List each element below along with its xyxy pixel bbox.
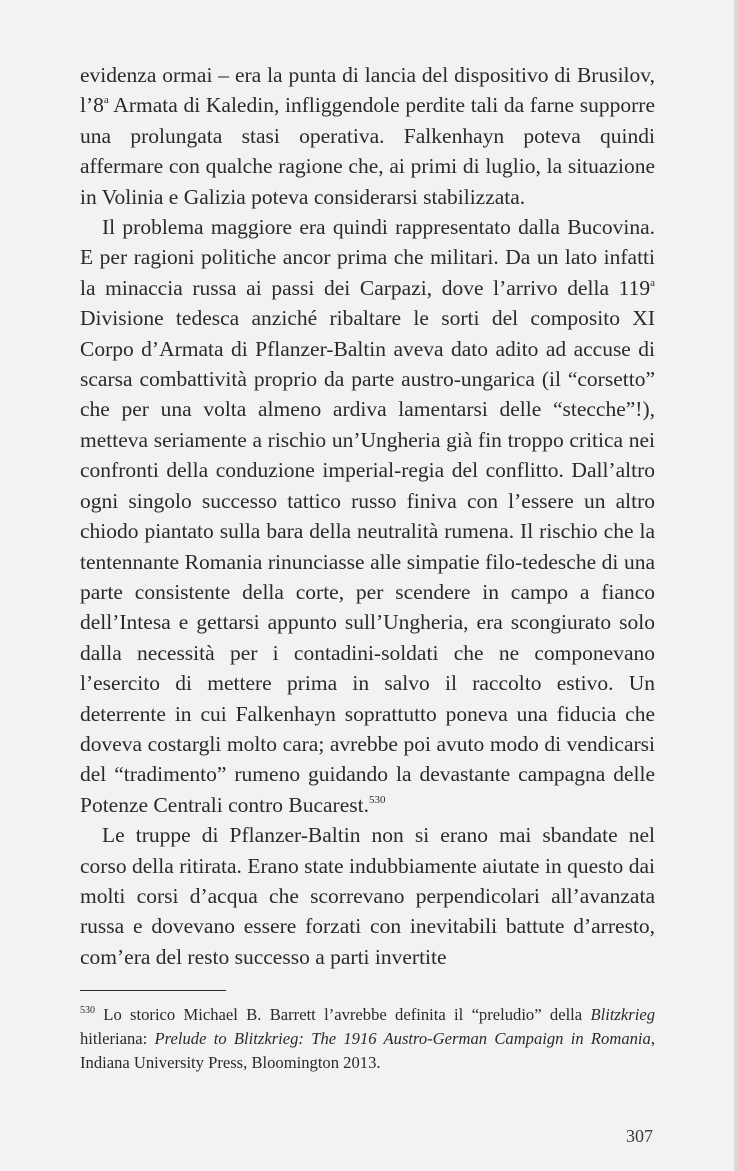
paragraph-2-text-a: Il problema maggiore era quindi rappresentato dalla Bucovina. E per ragioni politiche ancor prima che militari. Da un lato infatti la minaccia russa ai passi dei Carpazi, dove l’arrivo della 119 (80, 215, 655, 300)
ordinal-superscript: a (103, 94, 109, 107)
paragraph-2-text-b: Divisione tedesca anziché ribaltare le sorti del composito XI Corpo d’Armata di Pflanzer-Baltin aveva dato adito ad accuse di scarsa combattività proprio da parte austro-ungarica (il “corsetto” che per una volta almeno ardiva lamentarsi delle “stecche”!), metteva seriamente a rischio un’Ungheria già fin troppo critica nei confronti della conduzione imperial-regia del conflitto. Dall’altro ogni singolo successo tattico russo finiva con l’essere un altro chiodo piantato sulla bara della neutralità rumena. Il rischio che la tentennante Romania rinunciasse alle simpatie filo-tedesche di una parte consistente della corte, per scendere in campo a fianco dell’Intesa e gettarsi appunto sull’Ungheria, era scongiurato solo dalla necessità per i contadini-soldati che ne componevano l’esercito di mettere prima in salvo il raccolto estivo. Un deterrente in cui Falkenhayn soprattutto poneva una fiducia che doveva costargli molto cara; avrebbe poi avuto modo di vendicarsi del “tradimento” rumeno guidando la devastante campagna delle Potenze Centrali contro Bucarest. (80, 306, 655, 817)
footnote-italic-term: Blitzkrieg (590, 1005, 655, 1025)
paragraph-1 (80, 60, 655, 212)
page-number: 307 (626, 1126, 653, 1146)
paragraph-3 (80, 820, 655, 972)
paragraph-3-text: Le truppe di Pflanzer-Baltin non si erano mai sbandate nel corso della ritirata. Erano state indubbiamente aiutate in questo dai molti corsi d’acqua che scorrevano perpendicolari all’avanzata russa e dovevano essere forzati con inevitabili battute d’arresto, com’era del resto successo a parti invertite (80, 823, 655, 969)
footnote-text-c: , Indiana University Press, Bloomington 2013. (80, 1029, 655, 1073)
footnote (80, 1003, 655, 1075)
book-page (80, 60, 655, 1075)
footnote-reference[interactable]: 530 (368, 793, 386, 806)
paragraph-1-text-a: evidenza ormai – era la punta di lancia del dispositivo di Brusilov, l’8 (80, 63, 655, 118)
footnote-text-b: hitleriana: (80, 1029, 155, 1049)
paragraph-2 (80, 212, 655, 820)
ordinal-superscript: a (650, 276, 655, 289)
paragraph-1-text-b: Armata di Kaledin, infliggendole perdite tali da farne supporre una prolungata stasi operativa. Falkenhayn poteva quindi affermare con qualche ragione che, ai primi di luglio, la situazione in Volinia e Galizia poteva considerarsi stabilizzata. (80, 93, 655, 209)
footnote-book-title: Prelude to Blitzkrieg: The 1916 Austro-German Campaign in Romania (154, 1029, 651, 1049)
footnote-number: 530 (80, 1005, 95, 1017)
footnote-text-a: Lo storico Michael B. Barrett l’avrebbe definita il “preludio” della (95, 1005, 591, 1025)
footnote-separator (80, 990, 226, 991)
page-edge-shadow (734, 0, 738, 1171)
body-text (80, 60, 655, 972)
